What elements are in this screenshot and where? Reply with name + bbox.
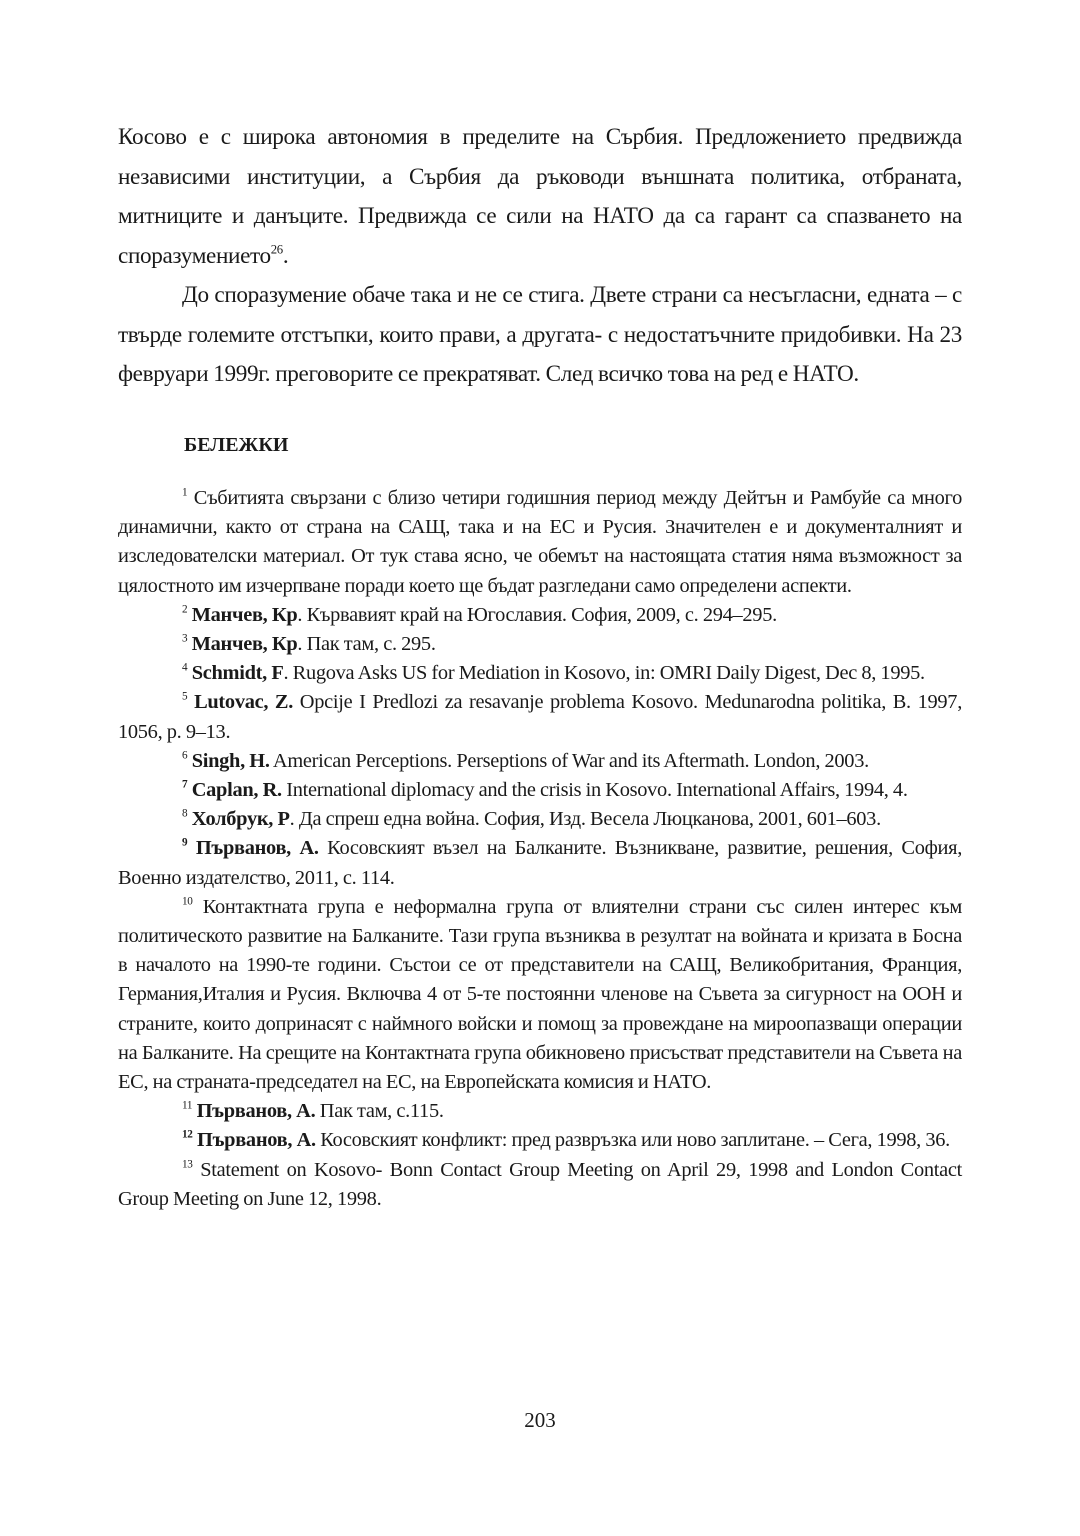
note-item bbox=[118, 1126, 962, 1155]
note-text: . Да спреш една война. София, Изд. Весела Люцканова, 2001, 601–603. bbox=[289, 808, 881, 831]
note-author: Манчев, Кр bbox=[191, 603, 298, 626]
note-item bbox=[118, 484, 962, 601]
note-author: Първанов, А. bbox=[196, 1100, 316, 1123]
note-number: 12 bbox=[182, 1129, 193, 1142]
body-paragraph-2 bbox=[118, 276, 962, 395]
note-number: 9 bbox=[182, 837, 188, 850]
note-item bbox=[118, 1156, 962, 1214]
note-item bbox=[118, 601, 962, 630]
note-text: . Пак там, с. 295. bbox=[297, 633, 436, 656]
note-number: 13 bbox=[182, 1158, 193, 1171]
note-text: American Perceptions. Perseptions of War and its Aftermath. London, 2003. bbox=[269, 749, 869, 772]
note-item bbox=[118, 805, 962, 834]
body-paragraph-1 bbox=[118, 118, 962, 276]
note-item bbox=[118, 659, 962, 688]
note-text: Opcije I Predlozi za resavanje problema Kosovo. Medunarodna politika, B. 1997, 1056, p. 9–13. bbox=[118, 691, 963, 743]
note-number: 10 bbox=[182, 895, 193, 908]
note-number: 8 bbox=[182, 807, 188, 820]
paragraph-text: Косово е с широка автономия в пределите на Сърбия. Предложението предвижда независими институции, а Сърбия да ръководи външната политика, отбраната, митниците и данъците. Предвижда се сили на НАТО да са гарант са спазването на споразумението bbox=[118, 124, 962, 269]
note-author: Манчев, Кр bbox=[191, 633, 298, 656]
note-number: 2 bbox=[182, 603, 188, 616]
note-text: Събитията свързани с близо четири годишния период между Дейтън и Рамбуйе са много динамични, както от страна на САЩ, така и на ЕС и Русия. Значителен е и документалният и изследователски материал. От тук става ясно, че обемът на настоящата статия няма възможност за цялостното им изчерпване поради което ще бъдат разгледани само определени аспекти. bbox=[118, 487, 962, 597]
note-number: 3 bbox=[182, 632, 188, 645]
note-author: Lutovac, Z. bbox=[194, 691, 294, 714]
note-text: Контактната група е неформална група от влиятелни страни със силен интерес към политическото развитие на Балканите. Тази група възниква в резултат на войната и кризата в Босна в началото на 1990-те години. Състои се от представители на САЩ, Великобритания, Франция, Германия,Италия и Русия. Включва 4 от 5-те постоянни членове на Съвета за сигурност на ООН и страните, които допринасят с наймного войски и помощ за провеждане на мироопазващи операции на Балканите. На срещите на Контактната група обикновено присъстват представители на Съвета на ЕС, на страната-председател на ЕС, на Европейската комисия и НАТО. bbox=[118, 895, 962, 1094]
note-item bbox=[118, 1097, 962, 1126]
notes-list bbox=[118, 484, 962, 1214]
note-item bbox=[118, 630, 962, 659]
note-text: Косовският конфликт: пред развръзка или ново заплитане. – Сега, 1998, 36. bbox=[315, 1129, 950, 1152]
paragraph-tail: . bbox=[282, 242, 289, 269]
note-text: International diplomacy and the crisis in Kosovo. International Affairs, 1994, 4. bbox=[281, 779, 908, 802]
note-number: 4 bbox=[182, 661, 188, 674]
note-item bbox=[118, 893, 962, 1097]
note-number: 11 bbox=[182, 1099, 193, 1112]
note-number: 7 bbox=[182, 778, 188, 791]
note-author: Schmidt, F bbox=[191, 662, 284, 685]
notes-heading: БЕЛЕЖКИ bbox=[184, 434, 289, 456]
note-number: 6 bbox=[182, 749, 188, 762]
note-author: Първанов, А. bbox=[197, 1129, 316, 1152]
note-author: Caplan, R. bbox=[191, 779, 282, 802]
footnote-reference[interactable]: 26 bbox=[270, 241, 283, 256]
note-text: . Rugova Asks US for Mediation in Kosovo, in: OMRI Daily Digest, Dec 8, 1995. bbox=[283, 662, 925, 685]
note-text: Пак там, с.115. bbox=[315, 1100, 444, 1123]
note-item bbox=[118, 834, 962, 892]
page-number: 203 bbox=[524, 1408, 556, 1432]
note-item bbox=[118, 776, 962, 805]
note-item bbox=[118, 688, 962, 746]
note-text: Косовският възел на Балканите. Възникване, развитие, решения, София, Военно издателство, 2011, с. 114. bbox=[118, 837, 962, 889]
note-item bbox=[118, 747, 962, 776]
note-author: Първанов, А. bbox=[195, 837, 319, 860]
note-author: Холбрук, Р bbox=[191, 808, 290, 831]
note-text: Statement on Kosovo- Bonn Contact Group Meeting on April 29, 1998 and London Contact Group Meeting on June 12, 1998. bbox=[118, 1158, 962, 1210]
note-text: . Кървавият край на Югославия. София, 2009, с. 294–295. bbox=[297, 603, 777, 626]
note-number: 1 bbox=[182, 486, 188, 499]
note-number: 5 bbox=[182, 691, 188, 704]
paragraph-text: До споразумение обаче така и не се стига. Двете страни са несъгласни, едната – с твърде големите отстъпки, които прави, а другата- с недостатъчните придобивки. На 23 февруари 1999г. преговорите се прекратяват. След всичко това на ред е НАТО. bbox=[118, 282, 962, 387]
note-author: Singh, H. bbox=[191, 749, 270, 772]
page-content bbox=[118, 118, 963, 1210]
